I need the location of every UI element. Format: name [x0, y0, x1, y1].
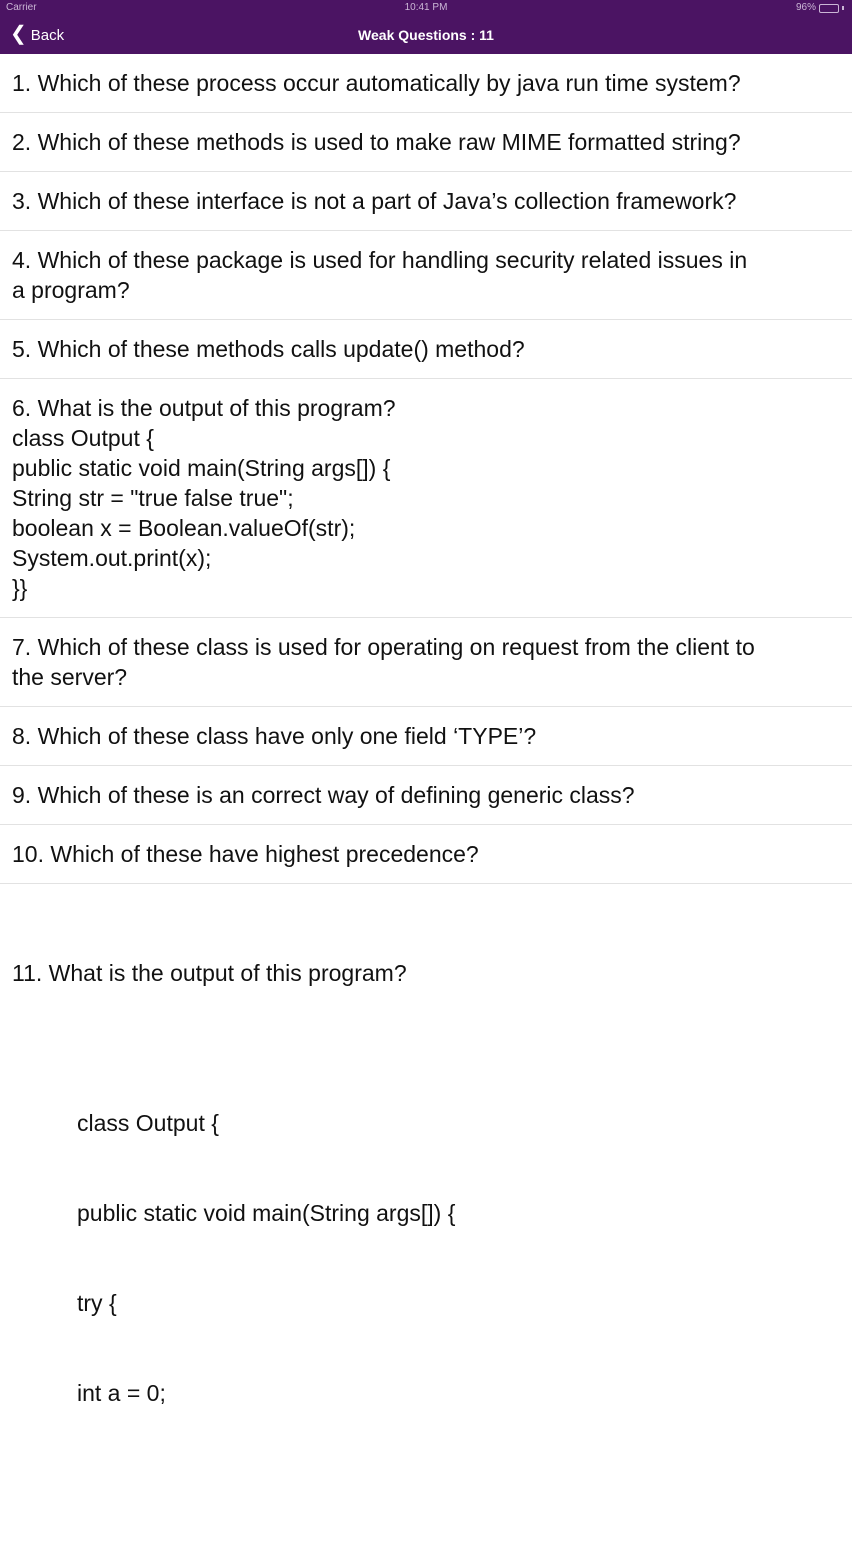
code-line: class Output {: [77, 1110, 219, 1136]
question-item[interactable]: 3. Which of these interface is not a part of Java’s collection framework?: [0, 172, 852, 231]
navigation-bar: [0, 16, 852, 54]
question-item[interactable]: 9. Which of these is an correct way of defining generic class?: [0, 766, 852, 825]
battery-percent: 96%: [795, 2, 816, 13]
battery-icon: [819, 4, 839, 13]
battery-tip: [842, 6, 844, 10]
question-item[interactable]: 6. What is the output of this program? class Output { public static void main(String args[]) { String str = "true false true"; boolean x = Boolean.valueOf(str); System.out.print(x); }}: [0, 379, 852, 618]
battery-indicator: [796, 0, 844, 16]
weak-questions-list: [0, 54, 852, 1542]
question-item[interactable]: 10. Which of these have highest precedence?: [0, 825, 852, 884]
code-snippet: [12, 1048, 840, 1468]
question-item[interactable]: 1. Which of these process occur automatically by java run time system?: [0, 54, 852, 113]
question-item[interactable]: 5. Which of these methods calls update() method?: [0, 320, 852, 379]
question-item[interactable]: 4. Which of these package is used for handling security related issues in a program?: [0, 231, 852, 320]
status-time: 10:41 PM: [404, 2, 448, 13]
back-label: Back: [30, 26, 65, 44]
question-item[interactable]: [0, 884, 852, 1542]
question-text: 11. What is the output of this program?: [12, 960, 407, 986]
code-line: int a = 0;: [77, 1380, 166, 1406]
question-item[interactable]: 8. Which of these class have only one field ‘TYPE’?: [0, 707, 852, 766]
status-bar: [0, 0, 852, 16]
code-line: public static void main(String args[]) {: [77, 1200, 456, 1226]
carrier-label: Carrier: [6, 2, 37, 13]
question-item[interactable]: 7. Which of these class is used for operating on request from the client to the server?: [0, 618, 852, 707]
page-title: Weak Questions : 11: [358, 27, 494, 43]
code-line: try {: [77, 1290, 117, 1316]
question-item[interactable]: 2. Which of these methods is used to make raw MIME formatted string?: [0, 113, 852, 172]
chevron-left-icon: ❮: [10, 23, 27, 45]
